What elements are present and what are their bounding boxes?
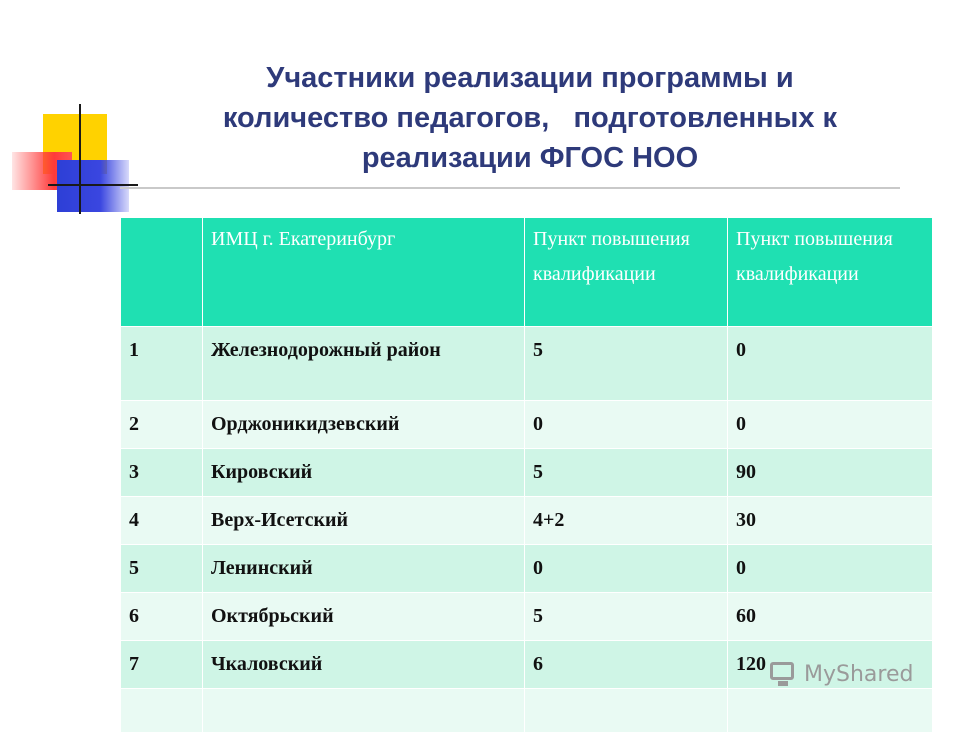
value-cell: 0 [525, 545, 728, 593]
table-row [121, 327, 933, 401]
monitor-icon [768, 660, 798, 688]
title-line: Участники реализации программы и [266, 62, 794, 94]
table-row [121, 689, 933, 733]
value-cell: 0 [728, 545, 933, 593]
value-cell: 90 [728, 449, 933, 497]
district-name: Орджоникидзевский [203, 401, 525, 449]
value-cell: 4+2 [525, 497, 728, 545]
row-number: 5 [121, 545, 203, 593]
watermark [768, 656, 913, 692]
header-cell [121, 218, 203, 327]
value-cell: 0 [728, 327, 933, 401]
header-cell: Пункт повышения квалификации [728, 218, 933, 327]
slide-title [150, 58, 910, 178]
district-name: Чкаловский [203, 641, 525, 689]
title-line: реализации ФГОС НОО [361, 142, 699, 174]
row-number: 7 [121, 641, 203, 689]
row-number: 2 [121, 401, 203, 449]
table-row [121, 401, 933, 449]
value-cell: 60 [728, 593, 933, 641]
header-cell: Пункт повышения квалификации [525, 218, 728, 327]
row-number: 1 [121, 327, 203, 401]
watermark-text: MyShared [804, 661, 914, 687]
district-name: Верх-Исетский [203, 497, 525, 545]
table-row [121, 497, 933, 545]
slide-decoration [0, 0, 140, 230]
row-number [121, 689, 203, 733]
table-row [121, 593, 933, 641]
district-name [203, 689, 525, 733]
table-row [121, 545, 933, 593]
value-cell [728, 689, 933, 733]
horizontal-line [48, 184, 138, 186]
district-name: Ленинский [203, 545, 525, 593]
title-divider [120, 187, 900, 189]
district-name: Железнодорожный район [203, 327, 525, 401]
value-cell: 0 [728, 401, 933, 449]
value-cell: 5 [525, 327, 728, 401]
value-cell: 6 [525, 641, 728, 689]
row-number: 6 [121, 593, 203, 641]
table-header-row [121, 218, 933, 327]
district-name: Кировский [203, 449, 525, 497]
row-number: 3 [121, 449, 203, 497]
district-name: Октябрьский [203, 593, 525, 641]
table-row [121, 449, 933, 497]
value-cell: 5 [525, 593, 728, 641]
value-cell: 0 [525, 401, 728, 449]
vertical-line [79, 104, 81, 214]
value-cell: 120 [728, 641, 933, 689]
value-cell: 5 [525, 449, 728, 497]
title-line: количество педагогов, подготовленных к [222, 102, 838, 134]
value-cell: 30 [728, 497, 933, 545]
row-number: 4 [121, 497, 203, 545]
blue-square [57, 160, 129, 212]
value-cell [525, 689, 728, 733]
header-cell: ИМЦ г. Екатеринбург [203, 218, 525, 327]
